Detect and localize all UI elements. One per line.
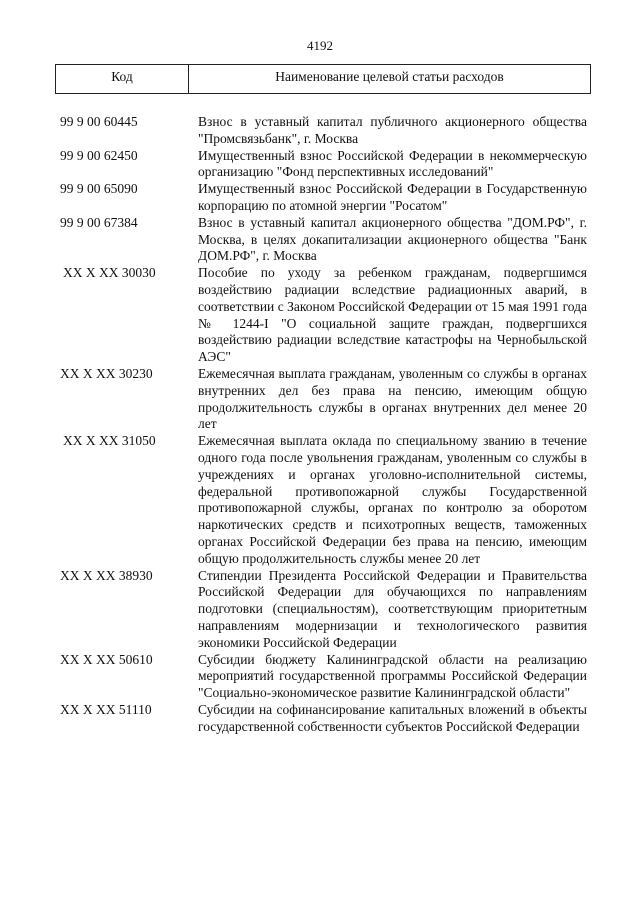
entry-description: Имущественный взнос Российской Федерации в некоммерческую организацию "Фонд перспективных исследований" [198,147,587,180]
entry-code: 99 9 00 65090 [60,181,138,197]
table-row [0,652,640,702]
page-number: 4192 [307,38,333,53]
table-row [0,265,640,366]
table-row [0,433,640,567]
entry-code: 99 9 00 60445 [60,114,138,129]
table-header [55,64,591,94]
column-header-code: Код [56,65,189,93]
table-row [0,215,640,265]
entry-code: 99 9 00 67384 [60,214,138,230]
entry-description: Взнос в уставный капитал акционерного общества "ДОМ.РФ", г. Москва, в целях докапитализации акционерного общества "Банк ДОМ.РФ", г. Москва [198,214,587,264]
entry-code: XX X XX 30230 [60,365,153,381]
entry-description: Ежемесячная выплата оклада по специальному званию в течение одного года после увольнения гражданам, уволенным со службы в учреждениях и органах уголовно-исполнительной системы, федеральной противопожарной службы Государственной противопожарной службы, органах по контролю за оборотом наркотических средств и психотропных веществ, таможенных органах Российской Федерации без права на пенсию, имеющим общую продолжительность службы менее 20 лет [198,433,587,566]
entry-description: Субсидии бюджету Калининградской области на реализацию мероприятий государственной программы Российской Федерации "Социально-экономическое развитие Калининградской области" [198,651,587,701]
entry-description: Субсидии на софинансирование капитальных вложений в объекты государственной собственности субъектов Российской Федерации [198,701,587,734]
entry-code: 99 9 00 62450 [60,147,138,163]
table-row [0,114,640,148]
entries-list [0,114,640,735]
entry-description: Ежемесячная выплата гражданам, уволенным со службы в органах внутренних дел без права на пенсию, имеющим общую продолжительность службы в органах внутренних дел менее 20 лет [198,365,587,432]
entry-code: XX X XX 38930 [60,567,153,583]
table-row [0,366,640,433]
column-header-name: Наименование целевой статьи расходов [275,69,504,84]
entry-code: XX X XX 30030 [63,265,156,281]
table-row [0,148,640,182]
entry-description: Пособие по уходу за ребенком гражданам, подвергшимся воздействию радиации вследствие радиационных аварий, в соответствии с Законом Российской Федерации от 15 мая 1991 года № 1244-I "О социальной защите граждан, подвергшихся воздействию радиации вследствие катастрофы на Чернобыльской АЭС" [198,265,587,365]
entry-code: XX X XX 50610 [60,651,153,667]
entry-description: Стипендии Президента Российской Федерации и Правительства Российской Федерации для обучающихся по направлениям подготовки (специальностям), соответствующим приоритетным направлениям модернизации и технологического развития экономики Российской Федерации [198,567,587,650]
entry-code: XX X XX 31050 [63,433,156,449]
table-row [0,181,640,215]
entry-description: Взнос в уставный капитал публичного акционерного общества "Промсвязьбанк", г. Москва [198,114,587,146]
entry-description: Имущественный взнос Российской Федерации в Государственную корпорацию по атомной энергии "Росатом" [198,181,587,213]
table-row [0,568,640,652]
entry-code: XX X XX 51110 [60,701,152,717]
table-row [0,702,640,736]
